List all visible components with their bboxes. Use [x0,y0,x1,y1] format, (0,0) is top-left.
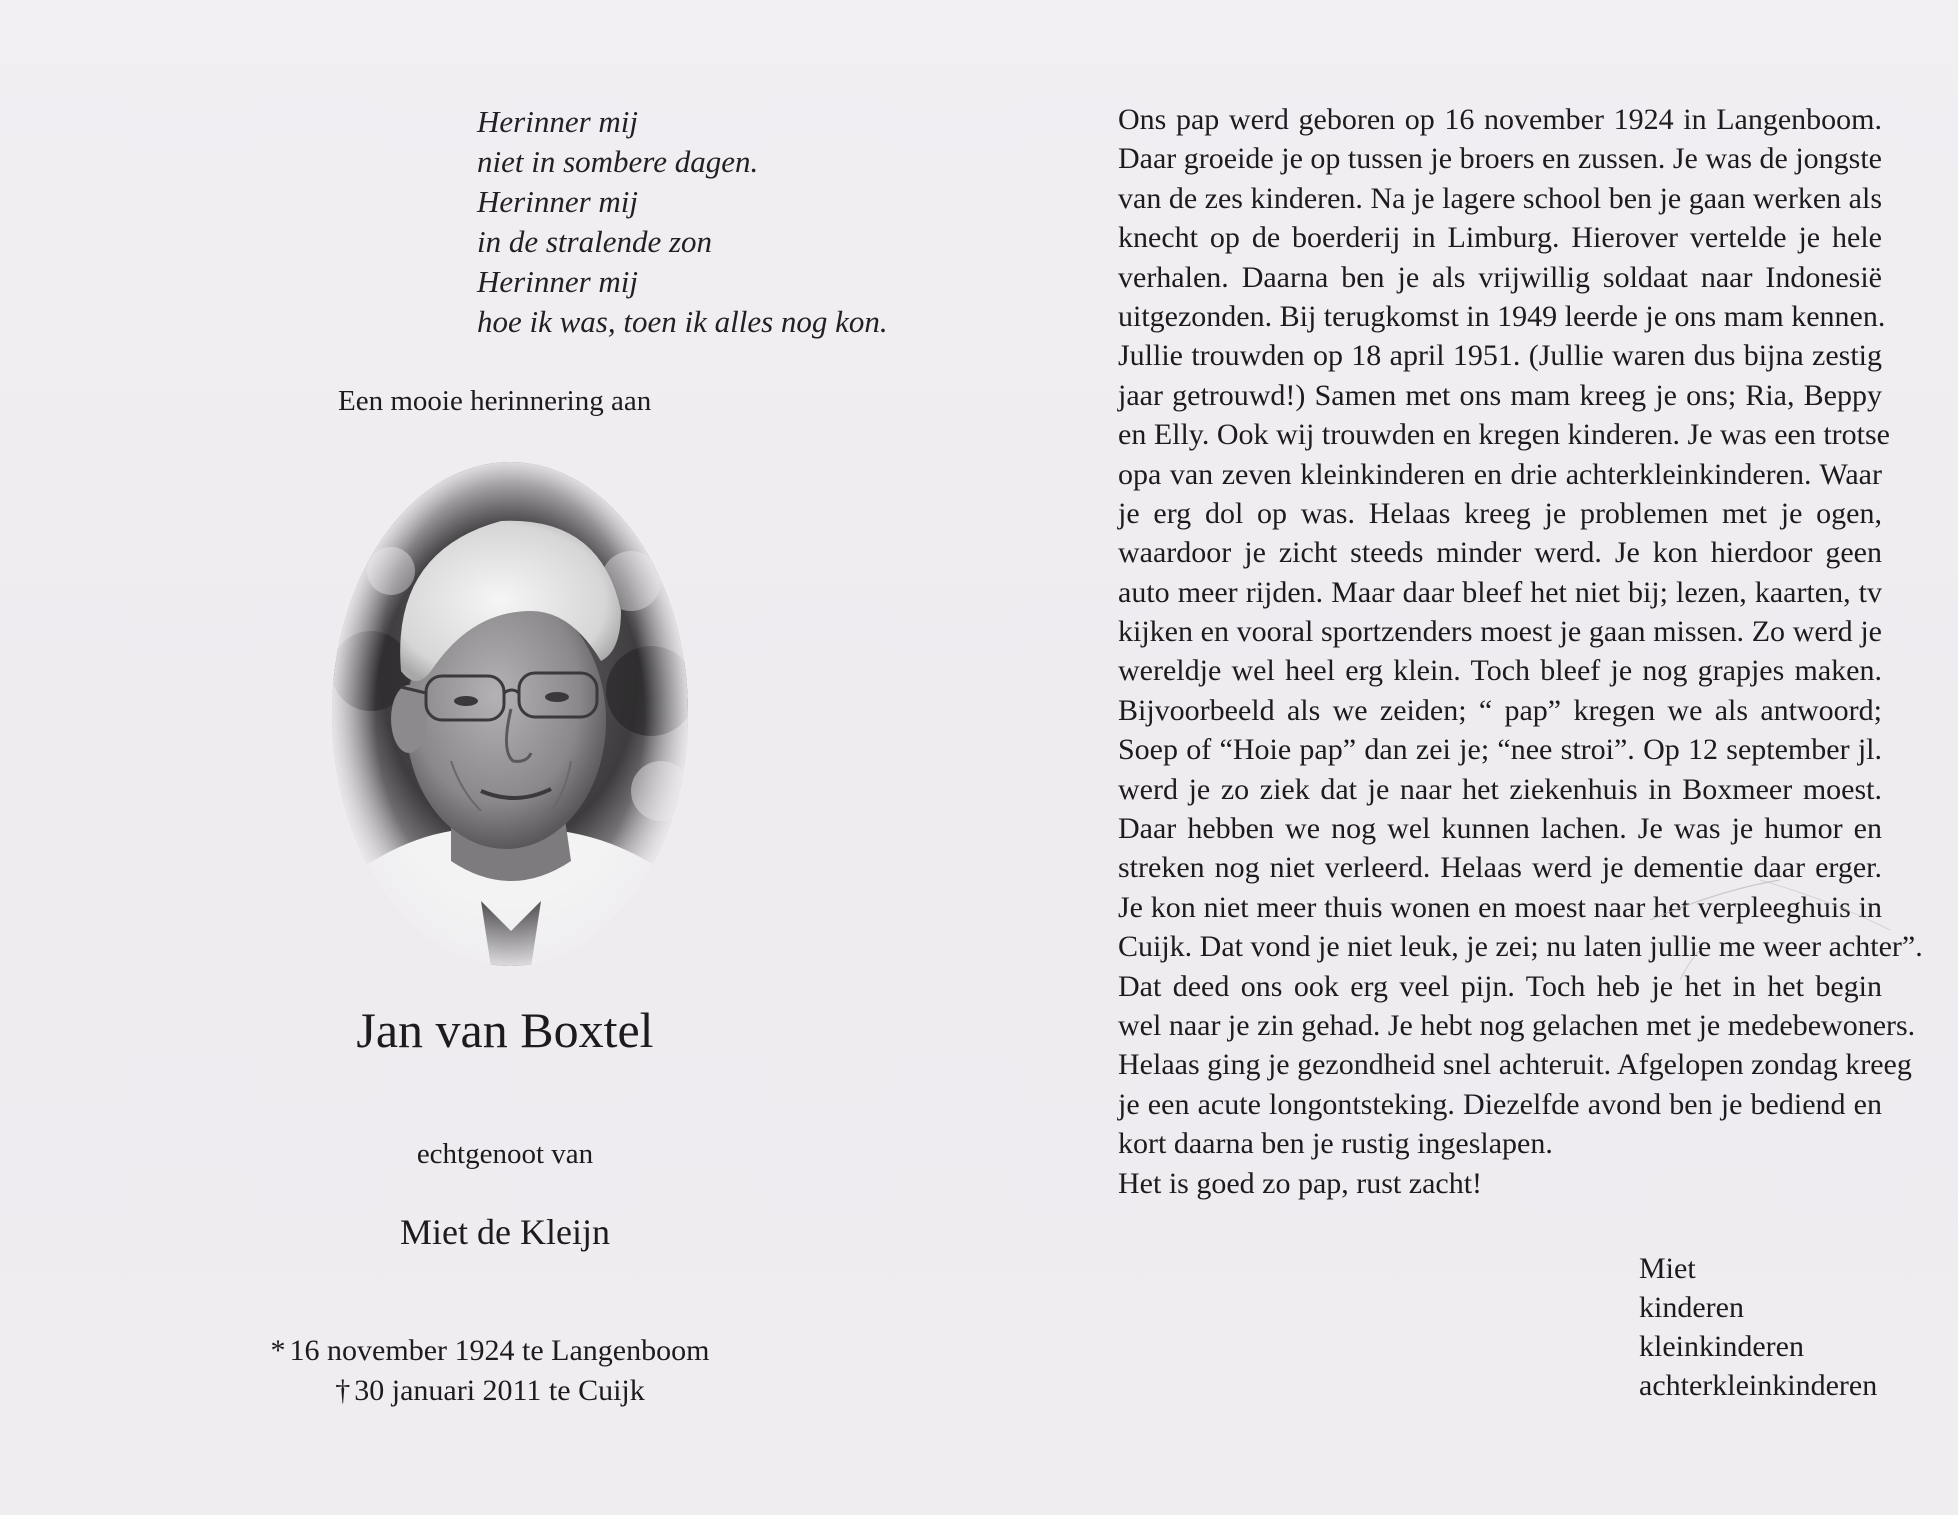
biography-line: je een acute longontsteking. Diezelfde avond ben je bediend en [1118,1087,1882,1121]
death-text: 30 januari 2011 te Cuijk [354,1374,645,1407]
death-cross-icon: † [335,1374,351,1407]
biography-line: kort daarna ben je rustig ingeslapen. [1118,1127,1553,1161]
death-date [0,1371,980,1411]
biography [1118,100,1923,1203]
poem-line: niet in sombere dagen. [477,144,759,179]
birth-text: 16 november 1924 te Langenboom [289,1334,710,1367]
spouse-label: echtgenoot van [416,1138,594,1170]
poem-line: hoe ik was, toen ik alles nog kon. [477,304,888,339]
birth-date [0,1331,980,1371]
biography-line: uitgezonden. Bij terugkomst in 1949 leerde je ons mam kennen. [1118,299,1886,333]
signature-line: Miet [1639,1252,1696,1285]
memory-intro: Een mooie herinnering aan [338,385,652,417]
biography-line: Jullie trouwden op 18 april 1951. (Jullie waren dus bijna zestig [1118,339,1882,373]
biography-line: wereldje wel heel erg klein. Toch bleef je nog grapjes maken. [1118,654,1882,688]
signature-line: achterkleinkinderen [1639,1369,1878,1402]
biography-line: Daar hebben we nog wel kunnen lachen. Je was je humor en [1118,812,1882,846]
biography-line: Soep of “Hoie pap” dan zei je; “nee stroi”. Op 12 september jl. [1118,733,1882,767]
deceased-name: Jan van Boxtel [356,1002,654,1058]
biography-line: werd je zo ziek dat je naar het ziekenhuis in Boxmeer moest. [1118,772,1882,806]
biography-line: auto meer rijden. Maar daar bleef het niet bij; lezen, kaarten, tv [1118,575,1882,609]
biography-line: je erg dol op was. Helaas kreeg je problemen met je ogen, [1118,496,1882,530]
poem-line: Herinner mij [477,104,639,139]
biography-line: knecht op de boerderij in Limburg. Hierover vertelde je hele [1118,221,1882,255]
biography-line: van de zes kinderen. Na je lagere school ben je gaan werken als [1118,181,1882,215]
life-dates [0,1331,980,1411]
biography-line: opa van zeven kleinkinderen en drie achterkleinkinderen. Waar [1118,457,1882,491]
biography-line: Cuijk. Dat vond je niet leuk, je zei; nu laten jullie me weer achter”. [1118,930,1923,964]
biography-line: Ons pap werd geboren op 16 november 1924 in Langenboom. [1118,103,1882,136]
portrait-photo-icon [331,461,689,967]
poem [477,102,888,342]
poem-line: Herinner mij [477,264,639,299]
biography-line: streken nog niet verleerd. Helaas werd je dementie daar erger. [1118,851,1882,885]
biography-line: Dat deed ons ook erg veel pijn. Toch heb je het in het begin [1118,969,1882,1003]
biography-line: en Elly. Ook wij trouwden en kregen kinderen. Je was een trotse [1118,418,1890,452]
biography-line: Helaas ging je gezondheid snel achteruit. Afgelopen zondag kreeg [1118,1048,1912,1082]
spouse-name: Miet de Kleijn [400,1212,610,1252]
biography-line: waardoor je zicht steeds minder werd. Je kon hierdoor geen [1118,536,1882,570]
signature [1639,1249,1877,1405]
poem-line: in de stralende zon [477,224,713,259]
signature-line: kinderen [1639,1291,1744,1324]
poem-line: Herinner mij [477,184,639,219]
biography-line: wel naar je zin gehad. Je hebt nog gelachen met je medebewoners. [1118,1008,1916,1042]
biography-line: Je kon niet meer thuis wonen en moest naar het verpleeghuis in [1118,890,1882,924]
biography-line: Daar groeide je op tussen je broers en zussen. Je was de jongste [1118,142,1882,176]
biography-line: verhalen. Daarna ben je als vrijwillig soldaat naar Indonesië [1118,260,1882,294]
biography-line: jaar getrouwd!) Samen met ons mam kreeg je ons; Ria, Beppy [1118,378,1882,412]
signature-line: kleinkinderen [1639,1330,1804,1363]
biography-line: Bijvoorbeeld als we zeiden; “ pap” kregen we als antwoord; [1118,693,1882,727]
biography-line: kijken en vooral sportzenders moest je gaan missen. Zo werd je [1118,615,1882,649]
birth-star-icon: * [270,1334,286,1367]
biography-line: Het is goed zo pap, rust zacht! [1118,1166,1483,1200]
